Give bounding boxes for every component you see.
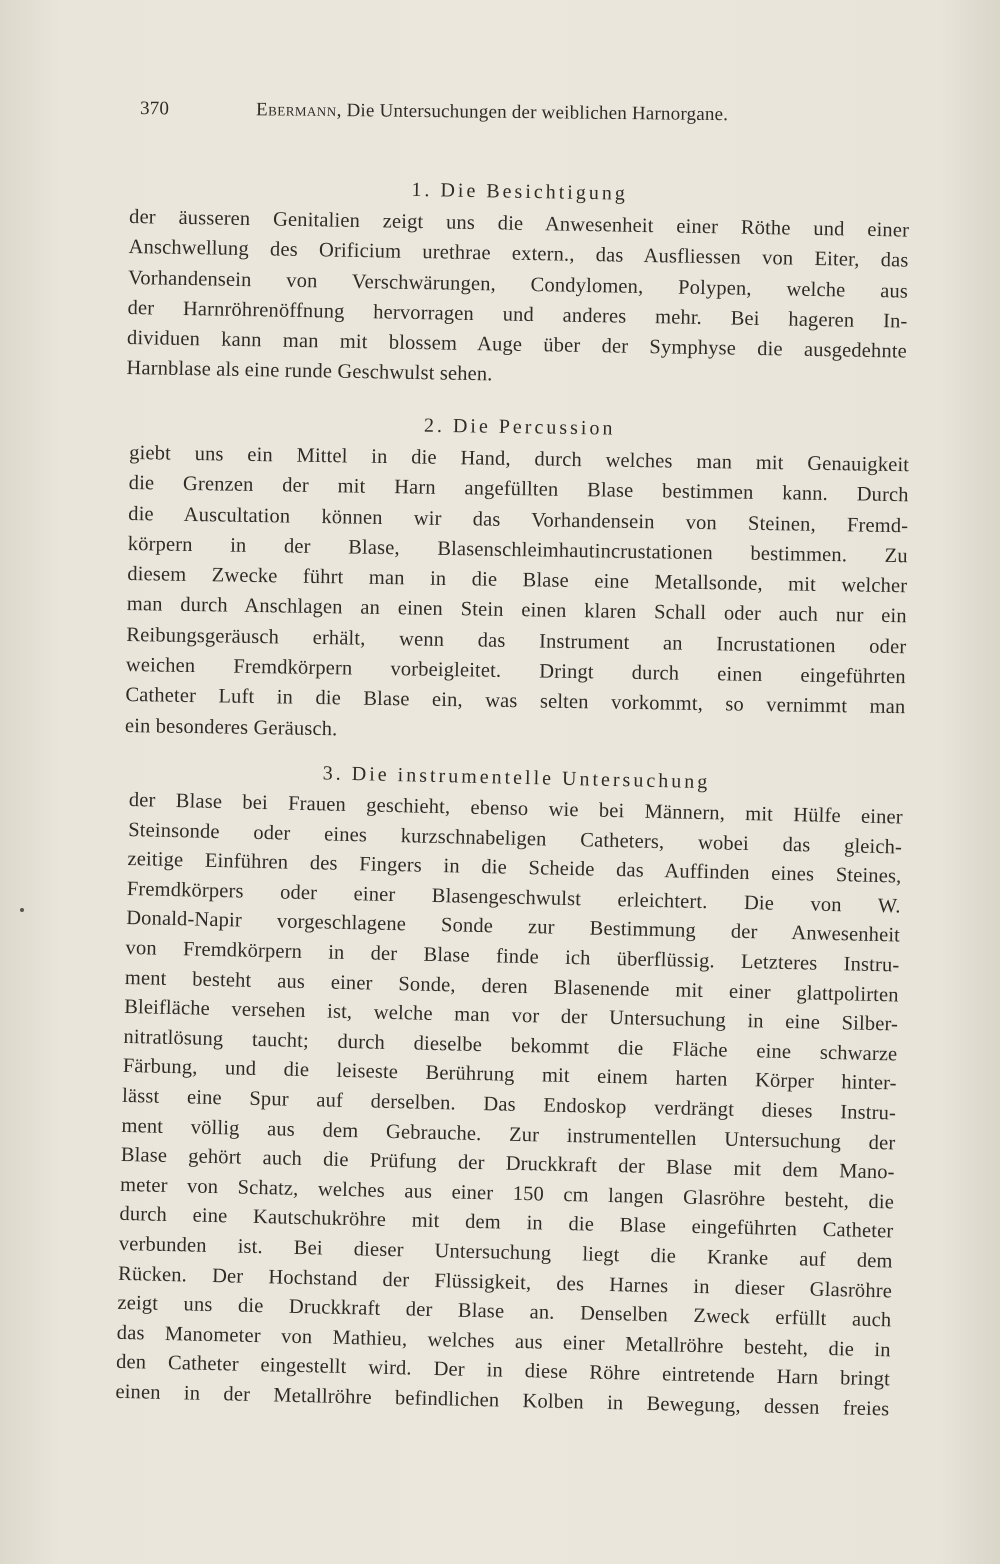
- text-line: ment völlig aus dem Gebrauche. Zur instrumentellen Untersuchung der: [121, 1114, 896, 1154]
- text-line: Färbung, und die leiseste Berührung mit einem harten Körper hinter-: [122, 1055, 897, 1095]
- text-line: Donald-Napir vorgeschlagene Sonde zur Bestimmung der Anwesenheit: [125, 907, 901, 947]
- text-line: dividuen kann man mit blossem Auge über der Symphyse die ausgedehnte: [126, 327, 908, 363]
- text-line: der Blase bei Frauen geschieht, ebenso wie bei Männern, mit Hülfe einer: [128, 788, 903, 829]
- text-line: weichen Fremdkörpern vorbeigleitet. Dringt durch einen eingeführten: [125, 654, 906, 689]
- text-line: nitratlösung taucht; durch dieselbe bekommt die Fläche eine schwarze: [123, 1025, 898, 1066]
- text-line: Harnblase als eine runde Geschwulst sehen.: [126, 357, 493, 386]
- section-besichtigung: [126, 168, 910, 397]
- text-line: körpern in der Blase, Blasenschleimhautincrustationen bestimmen. Zu: [127, 532, 908, 568]
- text-line: verbunden ist. Bei dieser Untersuchung liegt die Kranke auf dem: [118, 1232, 893, 1273]
- text-line: Vorhandensein von Verschwärungen, Condylomen, Polypen, welche aus: [127, 266, 909, 303]
- section-heading: 2. Die Percussion: [423, 414, 616, 440]
- text-line: die Auscultation können wir das Vorhandensein von Steinen, Fremd-: [128, 502, 909, 537]
- text-line: man durch Anschlagen an einen Stein einen klaren Schall oder auch nur ein: [126, 593, 907, 628]
- text-line: das Manometer von Mathieu, welches aus einer Metallröhre besteht, die in: [116, 1321, 891, 1362]
- text-line: meter von Schatz, welches aus einer 150 cm langen Glasröhre besteht, die: [119, 1173, 895, 1214]
- author-name: Ebermann: [255, 99, 337, 122]
- text-line: den Catheter eingestellt wird. Der in diese Röhre eintretende Harn bringt: [115, 1351, 891, 1391]
- text-line: die Grenzen der mit Harn angefüllten Blase bestimmen kann. Durch: [128, 472, 909, 507]
- text-line: Catheter Luft in die Blase ein, was selten vorkommt, so vernimmt man: [125, 684, 906, 719]
- section-heading: 3. Die instrumentelle Untersuchung: [322, 762, 711, 794]
- running-title-text: , Die Untersuchungen der weiblichen Harnorgane.: [336, 100, 729, 126]
- running-header: [140, 98, 820, 133]
- text-line: Steinsonde oder eines kurzschnabeligen Catheters, wobei das gleich-: [127, 818, 903, 859]
- text-line: Bleifläche versehen ist, welche man vor der Untersuchung in eine Silber-: [123, 996, 899, 1036]
- text-line: lässt eine Spur auf derselben. Das Endoskop verdrängt dieses Instru-: [121, 1084, 897, 1125]
- text-line: zeigt uns die Druckkraft der Blase an. Denselben Zweck erfüllt auch: [117, 1291, 892, 1332]
- section-percussion: [125, 404, 910, 753]
- section-instrumentelle-untersuchung: [115, 752, 904, 1425]
- text-line: ein besonderes Geräusch.: [124, 714, 338, 740]
- running-title: [256, 99, 728, 126]
- text-line: einen in der Metallröhre befindlichen Kolben in Bewegung, dessen freies: [115, 1380, 890, 1421]
- text-line: Reibungsgeräusch erhält, wenn das Instrument an Incrustationen oder: [126, 623, 907, 659]
- text-line: von Fremdkörpern in der Blase finde ich überflüssig. Letzteres Instru-: [125, 936, 900, 977]
- ink-speck: [20, 908, 24, 912]
- text-line: Fremdkörpers oder einer Blasengeschwulst erleichtert. Die von W.: [126, 877, 901, 918]
- text-line: Blase gehört auch die Prüfung der Druckkraft der Blase mit dem Mano-: [120, 1144, 895, 1184]
- page-number: 370: [139, 98, 170, 120]
- text-line: der Harnröhrenöffnung hervorragen und anderes mehr. Bei hageren In-: [127, 296, 908, 333]
- text-line: Rücken. Der Hochstand der Flüssigkeit, des Harnes in dieser Glasröhre: [117, 1262, 893, 1302]
- text-line: der äusseren Genitalien zeigt uns die Anwesenheit einer Röthe und einer: [128, 205, 910, 242]
- text-line: diesem Zwecke führt man in die Blase eine Metallsonde, mit welcher: [127, 563, 908, 598]
- text-line: zeitige Einführen des Fingers in die Scheide das Auffinden eines Steines,: [127, 848, 902, 888]
- text-line: ment besteht aus einer Sonde, deren Blasenende mit einer glattpolirten: [124, 966, 899, 1007]
- text-line: giebt uns ein Mittel in die Hand, durch welches man mit Genauigkeit: [129, 441, 910, 477]
- text-line: durch eine Kautschukröhre mit dem in die Blase eingeführten Catheter: [119, 1203, 894, 1243]
- section-heading: 1. Die Besichtigung: [411, 178, 629, 205]
- text-line: Anschwellung des Orificium urethrae extern., das Ausfliessen von Eiter, das: [128, 236, 909, 272]
